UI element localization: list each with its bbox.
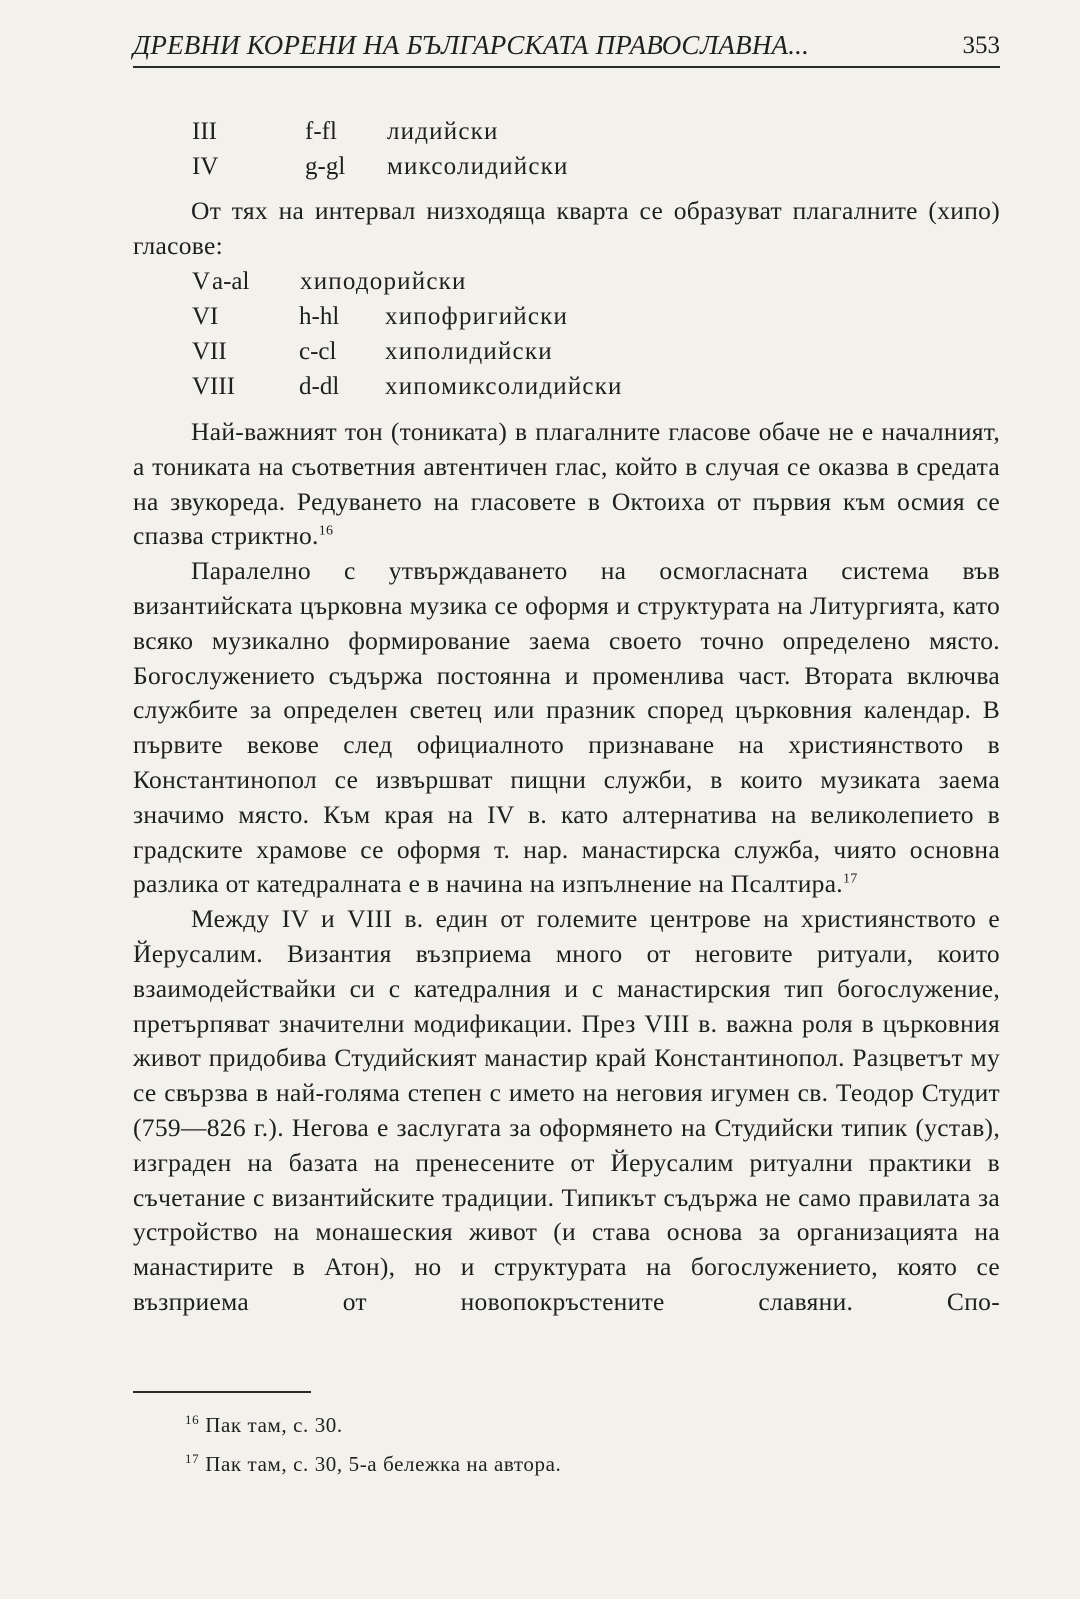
mode-name: хипомиксолидийски	[385, 373, 623, 400]
mode-name: хиподорийски	[300, 268, 467, 295]
footnote	[185, 1442, 561, 1481]
mode-name: хиполидийски	[385, 338, 553, 365]
footnote-rule	[133, 1391, 311, 1393]
paragraph	[133, 554, 1000, 902]
paragraph-text: Между IV и VIII в. един от големите центрове на християнството е Йерусалим. Византия възприема много от неговите ритуали, които взаимодействайки си с катедралния и с манастирския тип богослужение, претърпяват значителни модификации. През VIII в. важна роля в църковния живот придобива Студийският манастир край Константинопол. Разцветът му се свързва в най-голяма степен с името на неговия игумен св. Теодор Студит (759—826 г.). Негова е заслугата за оформянето на Студийски типик (устав), изграден на базата на пренесените от Йерусалим ритуални практики в съчетание с византийските традиции. Типикът съдържа не само правилата за устройство на монашеския живот (и става основа за организацията на манастирите в Атон), но и структурата на богослужението, която се възприема от новопокръстените славяни. Спо-	[133, 904, 1000, 1316]
mode-name: хипофригийски	[385, 303, 569, 330]
mode-range: c-cl	[299, 338, 337, 365]
paragraph	[133, 902, 1000, 1320]
mode-range: f-fl	[305, 118, 337, 145]
header-rule	[133, 66, 1000, 68]
footnote-ref[interactable]: 17	[843, 871, 858, 887]
page-header	[133, 30, 1000, 70]
footnote-number: 16	[185, 1412, 200, 1427]
footnote-text: Пак там, с. 30, 5-а бележка на автора.	[205, 1452, 562, 1476]
intro-paragraph	[133, 194, 1000, 264]
page-number: 353	[962, 32, 1000, 59]
mode-name: миксолидийски	[387, 153, 569, 180]
footnote-number: 17	[185, 1451, 200, 1466]
paragraph	[133, 415, 1000, 554]
paragraph-text: Паралелно с утвърждаването на осмогласната система във византийската църковна музика се оформя и структурата на Литургията, като всяко музикално формирование заема своето точно определено място. Богослужението съдържа постоянна и променлива част. Втората включва службите за определен светец или празник според църковния календар. В първите векове след официалното признаване на християнството в Константинопол се извършват пищни служби, в които музиката заема значимо място. Към края на IV в. като алтернатива на великолепието в градските храмове се оформя т. нар. манастирска служба, чиято основна разлика от катедралната е в начина на изпълнение на Псалтира.	[133, 556, 1000, 899]
mode-range: h-hl	[299, 303, 340, 330]
mode-numeral: VI	[192, 303, 219, 330]
footnote-ref[interactable]: 16	[318, 523, 334, 539]
mode-numeral: VIII	[192, 373, 236, 400]
mode-numeral: III	[192, 118, 217, 145]
paragraph-text: Най-важният тон (тониката) в плагалните гласове обаче не е началният, а тониката на съответния автентичен глас, който в случая се оказва в средата на звукореда. Редуването на гласовете в Октоиха от първия към осмия се спазва стриктно.	[133, 417, 1000, 551]
footnotes	[185, 1403, 561, 1481]
mode-range: a-al	[212, 268, 250, 295]
footnote-text: Пак там, с. 30.	[205, 1413, 343, 1437]
main-text	[133, 415, 1000, 1320]
running-title: ДРЕВНИ КОРЕНИ НА БЪЛГАРСКАТА ПРАВОСЛАВНА...	[133, 30, 810, 60]
intro-sentence: От тях на интервал низходяща кварта се образуват плагалните (хипо) гласове:	[133, 196, 1000, 260]
mode-range: g-gl	[305, 153, 346, 180]
mode-numeral: VII	[192, 338, 227, 365]
mode-range: d-dl	[299, 373, 340, 400]
mode-name: лидийски	[387, 118, 499, 145]
footnote	[185, 1403, 561, 1442]
mode-numeral: V	[192, 268, 211, 295]
mode-numeral: IV	[192, 153, 219, 180]
